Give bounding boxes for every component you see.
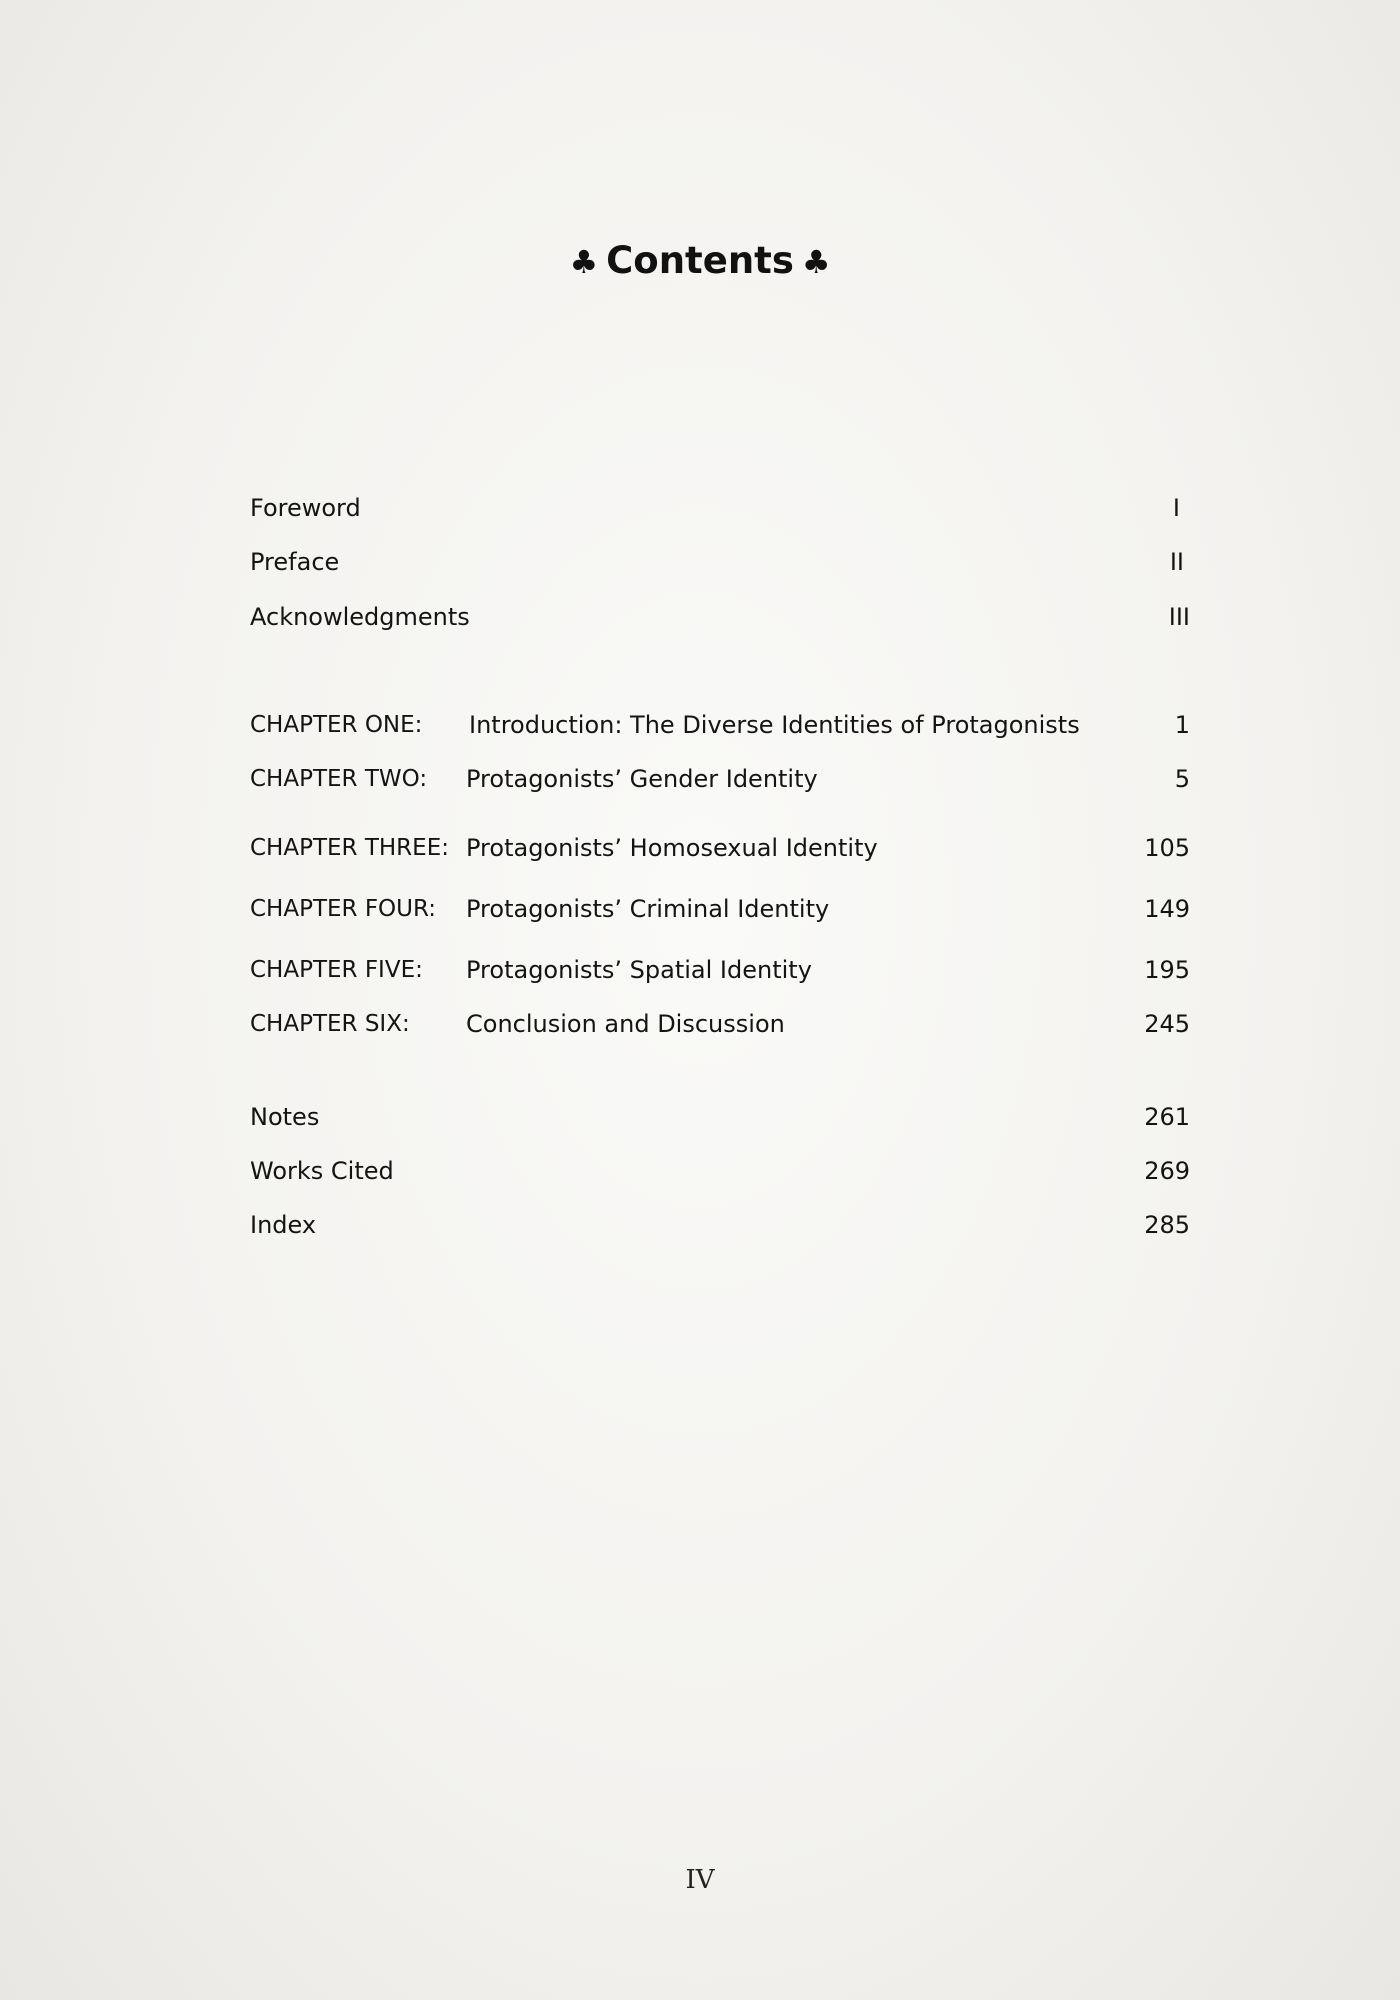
- chapter-number-label: CHAPTER SIX:: [250, 1011, 410, 1037]
- chapter-title: Conclusion and Discussion: [466, 1010, 785, 1038]
- toc-entry-page: III: [1168, 603, 1190, 631]
- chapter-number-label: CHAPTER ONE:: [250, 712, 423, 738]
- club-ornament-icon: ♣: [801, 243, 831, 281]
- chapter-number-label: CHAPTER FIVE:: [250, 957, 423, 983]
- toc-chapter-two: [250, 759, 1190, 799]
- toc-entry-works-cited: [250, 1151, 1190, 1191]
- chapter-title: Protagonists’ Criminal Identity: [466, 895, 830, 923]
- toc-entry-label: Acknowledgments: [250, 603, 470, 631]
- chapter-page: 149: [1144, 895, 1190, 923]
- toc-entry-label: Works Cited: [250, 1157, 394, 1185]
- page-title: [0, 236, 1400, 287]
- chapter-number-label: CHAPTER THREE:: [250, 835, 449, 861]
- toc-chapter-three: [250, 828, 1190, 868]
- toc-entry-page: I: [1172, 494, 1180, 522]
- chapter-page: 1: [1174, 711, 1190, 739]
- toc-chapter-five: [250, 950, 1190, 990]
- toc-entry-index: [250, 1205, 1190, 1245]
- chapter-page: 105: [1144, 834, 1190, 862]
- chapter-page: 5: [1174, 765, 1190, 793]
- toc-entry-notes: [250, 1097, 1190, 1137]
- toc-chapter-four: [250, 889, 1190, 929]
- chapter-number-label: CHAPTER FOUR:: [250, 896, 437, 922]
- chapter-title: Protagonists’ Gender Identity: [466, 765, 818, 793]
- chapter-title: Protagonists’ Spatial Identity: [466, 956, 812, 984]
- toc-entry-foreword: [250, 488, 1190, 528]
- chapter-title: Introduction: The Diverse Identities of Protagonists: [469, 711, 1080, 739]
- toc-entry-preface: [250, 542, 1190, 582]
- toc-entry-label: Preface: [250, 548, 340, 576]
- toc-chapter-six: [250, 1004, 1190, 1044]
- toc-entry-page: 269: [1144, 1157, 1190, 1185]
- page-title-text: Contents: [606, 239, 794, 282]
- toc-entry-acknowledgments: [250, 597, 1190, 637]
- toc-entry-label: Index: [250, 1211, 317, 1239]
- chapter-title: Protagonists’ Homosexual Identity: [466, 834, 878, 862]
- toc-entry-page: 285: [1144, 1211, 1190, 1239]
- toc-entry-page: II: [1169, 548, 1184, 576]
- page-number-folio: IV: [685, 1865, 715, 1895]
- chapter-page: 195: [1144, 956, 1190, 984]
- chapter-number-label: CHAPTER TWO:: [250, 766, 428, 792]
- chapter-page: 245: [1144, 1010, 1190, 1038]
- toc-chapter-one: [250, 705, 1190, 745]
- toc-entry-label: Notes: [250, 1103, 320, 1131]
- toc-entry-page: 261: [1144, 1103, 1190, 1131]
- club-ornament-icon: ♣: [569, 243, 599, 281]
- toc-entry-label: Foreword: [250, 494, 361, 522]
